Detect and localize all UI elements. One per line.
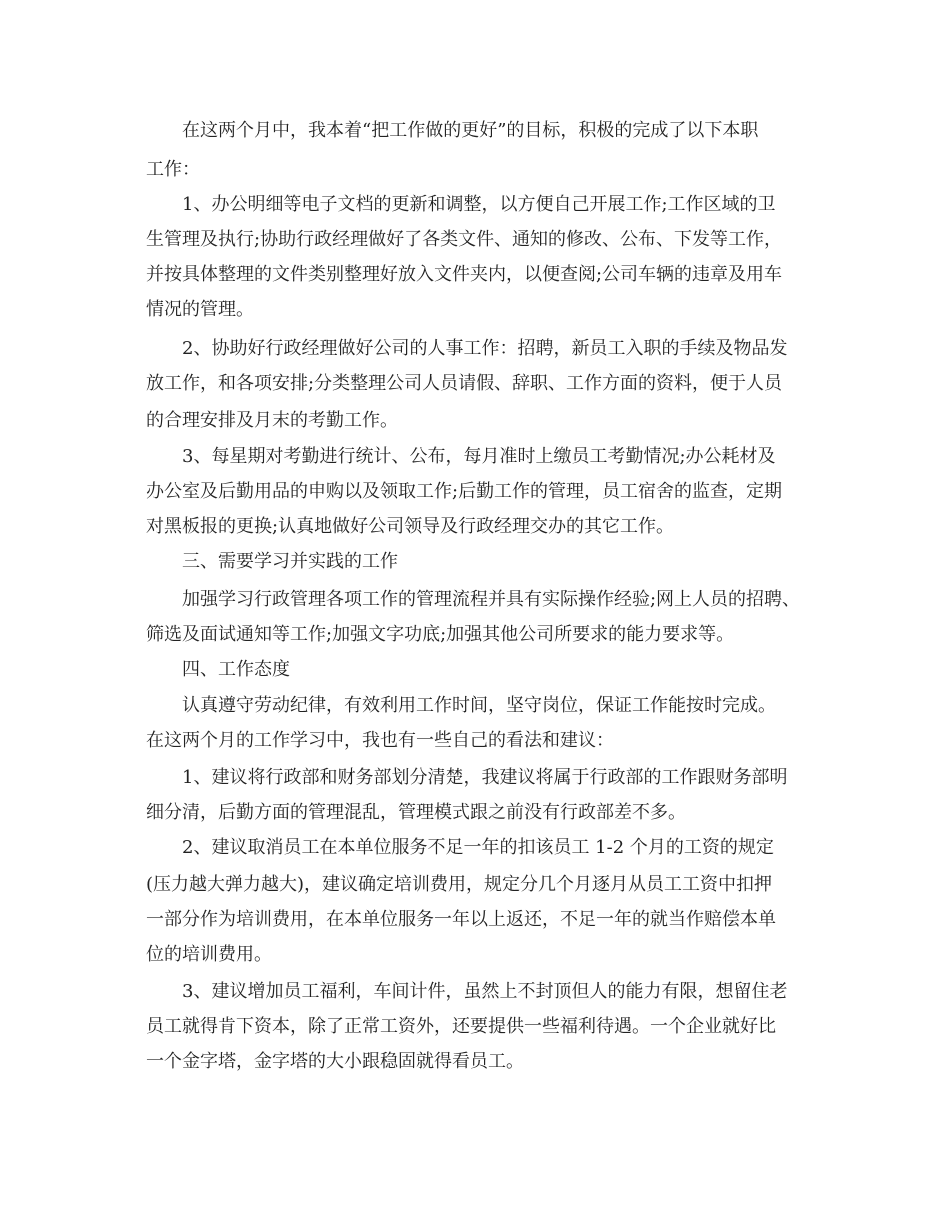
- paragraph-line: 办公室及后勤用品的申购以及领取工作;后勤工作的管理，员工宿舍的监查，定期: [146, 481, 783, 502]
- paragraph-line: 并按具体整理的文件类别整理好放入文件夹内，以便查阅;公司车辆的违章及用车: [146, 264, 783, 285]
- paragraph-line: 一部分作为培训费用，在本单位服务一年以上返还，不足一年的就当作赔偿本单: [146, 909, 776, 930]
- paragraph-line: 工作：: [146, 159, 200, 180]
- paragraph-line: 员工就得肯下资本，除了正常工资外，还要提供一些福利待遇。一个企业就好比: [146, 1016, 776, 1037]
- paragraph-line: 放工作，和各项安排;分类整理公司人员请假、辞职、工作方面的资料，便于人员: [146, 373, 783, 394]
- paragraph-line: 对黑板报的更换;认真地做好公司领导及行政经理交办的其它工作。: [146, 516, 675, 537]
- paragraph-line: 3、建议增加员工福利，车间计件，虽然上不封顶但人的能力有限，想留住老: [182, 981, 788, 1002]
- paragraph-line: 加强学习行政管理各项工作的管理流程并具有实际操作经验;网上人员的招聘、: [182, 589, 801, 610]
- paragraph-line: 在这两个月的工作学习中，我也有一些自己的看法和建议：: [146, 730, 614, 751]
- section-heading: 四、工作态度: [182, 659, 290, 680]
- paragraph-line: 一个金字塔，金字塔的大小跟稳固就得看员工。: [146, 1051, 524, 1072]
- section-heading: 三、需要学习并实践的工作: [182, 551, 398, 572]
- paragraph-line: 的合理安排及月末的考勤工作。: [146, 410, 398, 431]
- paragraph-line: 2、建议取消员工在本单位服务不足一年的扣该员工 1-2 个月的工资的规定: [182, 837, 774, 858]
- paragraph-line: 位的培训费用。: [146, 944, 272, 965]
- paragraph-line: 在这两个月中，我本着“把工作做的更好”的目标，积极的完成了以下本职: [182, 120, 759, 141]
- paragraph-line: 1、办公明细等电子文档的更新和调整，以方便自己开展工作;工作区域的卫: [182, 194, 776, 215]
- paragraph-line: 细分清，后勤方面的管理混乱，管理模式跟之前没有行政部差不多。: [146, 802, 686, 823]
- paragraph-line: 认真遵守劳动纪律，有效利用工作时间，坚守岗位，保证工作能按时完成。: [182, 695, 776, 716]
- paragraph-line: 1、建议将行政部和财务部划分清楚，我建议将属于行政部的工作跟财务部明: [182, 767, 788, 788]
- paragraph-line: (压力越大弹力越大)，建议确定培训费用，规定分几个月逐月从员工工资中扣押: [146, 874, 773, 895]
- paragraph-line: 生管理及执行;协助行政经理做好了各类文件、通知的修改、公布、下发等工作，: [146, 229, 783, 250]
- paragraph-line: 3、每星期对考勤进行统计、公布，每月准时上缴员工考勤情况;办公耗材及: [182, 446, 776, 467]
- paragraph-line: 情况的管理。: [146, 299, 254, 320]
- paragraph-line: 筛选及面试通知等工作;加强文字功底;加强其他公司所要求的能力要求等。: [146, 624, 735, 645]
- paragraph-line: 2、协助好行政经理做好公司的人事工作：招聘，新员工入职的手续及物品发: [182, 338, 788, 359]
